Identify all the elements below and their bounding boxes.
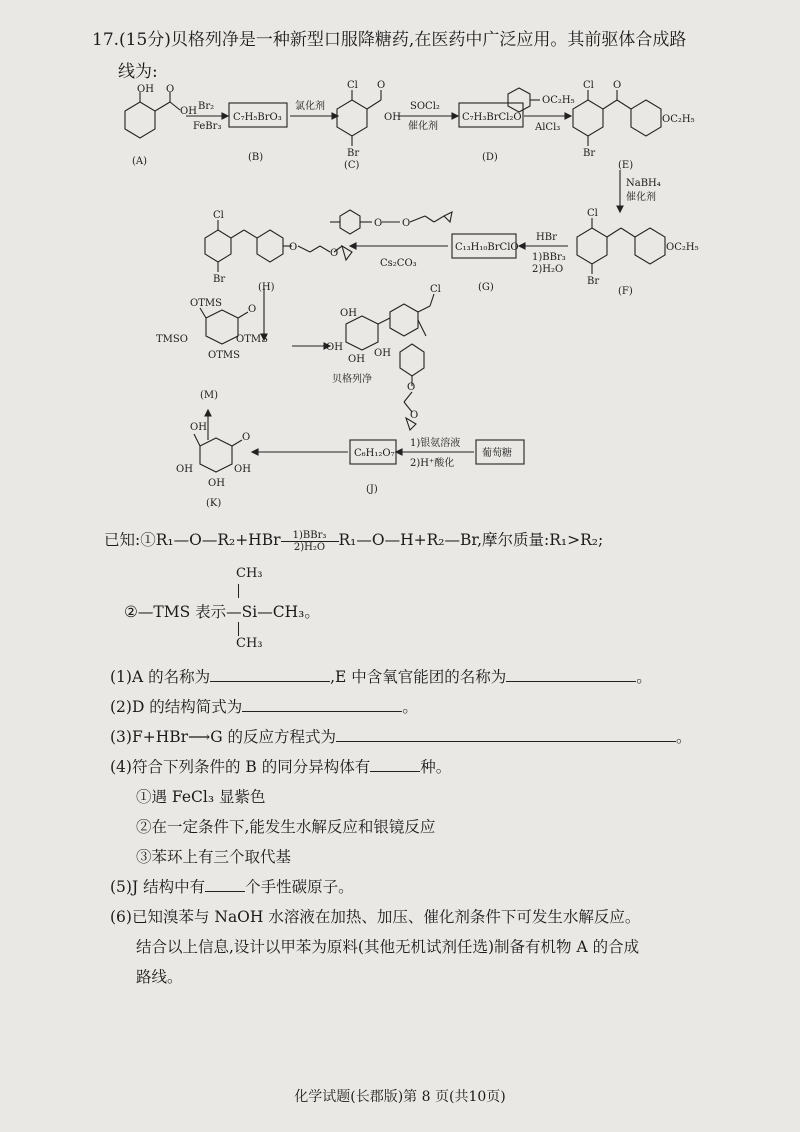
reagent-tosylate xyxy=(330,210,452,234)
label-k: (K) xyxy=(206,498,222,509)
question-4-text: (4)符合下列条件的 B 的同分异构体有 xyxy=(110,758,371,776)
question-3-text: 。 xyxy=(676,728,692,746)
arrowhead xyxy=(452,113,458,119)
atom-br: Br xyxy=(587,276,600,287)
question-3-text: (3)F+HBr⟶G 的反应方程式为 xyxy=(110,728,337,746)
question-2-text: (2)D 的结构简式为 xyxy=(110,698,243,716)
reagent-fg-top: HBr xyxy=(536,232,557,243)
condition-2: ②在一定条件下,能发生水解反应和银镜反应 xyxy=(136,818,436,836)
arrowhead xyxy=(565,113,571,119)
page-footer: 化学试题(长郡版)第 8 页(共10页) xyxy=(294,1089,506,1105)
reagent-de-bot: AlCl₃ xyxy=(535,122,561,133)
arrowhead xyxy=(350,243,356,249)
reagent-de-oc2h5: OC₂H₅ xyxy=(542,95,575,106)
tms-bond-top xyxy=(238,584,239,598)
atom-oh: OH xyxy=(176,464,193,475)
answer-blank[interactable] xyxy=(370,753,420,772)
answer-blank[interactable] xyxy=(506,663,636,682)
atom-cl: Cl xyxy=(583,80,594,91)
question-2-text: 。 xyxy=(402,698,418,716)
reagent-gj-2: 2)H⁺酸化 xyxy=(410,458,455,469)
atom-otms: OTMS xyxy=(236,334,268,345)
atom-cl: Cl xyxy=(213,210,224,221)
answer-blank[interactable] xyxy=(242,693,402,712)
reagent-cd-bot: 催化剂 xyxy=(408,121,438,132)
question-4 xyxy=(110,752,730,782)
reagent-phenetole xyxy=(508,88,530,112)
reagent-ab-bot: FeBr₃ xyxy=(193,121,222,132)
atom-oc2h5: OC₂H₅ xyxy=(662,114,695,125)
formula-g: C₁₃H₁₀BrClO xyxy=(455,242,519,253)
atom-br: Br xyxy=(213,274,226,285)
known-1-under: 2)H₂O xyxy=(293,541,326,553)
atom-cl: Cl xyxy=(347,80,358,91)
compound-c xyxy=(337,90,381,146)
atom-oh: OH xyxy=(190,422,207,433)
atom-o: O xyxy=(613,80,622,91)
known-1-post: R₁—O—H+R₂—Br,摩尔质量:R₁>R₂; xyxy=(338,531,604,549)
synthesis-scheme xyxy=(0,80,800,520)
answer-blank[interactable] xyxy=(205,873,245,892)
question-1-text: (1)A 的名称为 xyxy=(110,668,211,686)
arrowhead xyxy=(252,449,258,455)
reagent-fg-mid: 1)BBr₃ xyxy=(532,252,566,263)
question-header xyxy=(92,24,742,88)
atom-br: Br xyxy=(347,148,360,159)
tms-bond-left: — xyxy=(226,603,242,621)
atom-o: O xyxy=(410,410,419,421)
atom-cl: Cl xyxy=(430,284,441,295)
label-a: (A) xyxy=(132,156,148,167)
atom-oh: OH xyxy=(180,106,197,117)
label-e: (E) xyxy=(618,160,634,171)
atom-oh: OH xyxy=(384,112,401,123)
reagent-gh-bot: Cs₂CO₃ xyxy=(380,258,417,269)
atom-oh: OH xyxy=(374,348,391,359)
reagent-cd-top: SOCl₂ xyxy=(410,101,440,112)
reagent-fg-bot: 2)H₂O xyxy=(532,264,564,275)
question-5 xyxy=(110,872,730,902)
label-d: (D) xyxy=(482,152,498,163)
tms-bond-bottom xyxy=(238,622,239,636)
atom-o: O xyxy=(374,218,383,229)
answer-blank[interactable] xyxy=(210,663,330,682)
label-c: (C) xyxy=(344,160,360,171)
formula-j: C₆H₁₂O₇ xyxy=(354,448,395,459)
condition-1: ①遇 FeCl₃ 显紫色 xyxy=(136,788,266,806)
label-f: (F) xyxy=(618,286,633,297)
question-6-line3: 路线。 xyxy=(136,968,183,986)
formula-d: C₇H₃BrCl₂O xyxy=(462,112,522,123)
atom-o: O xyxy=(377,80,386,91)
known-1-over: 1)BBr₃ xyxy=(292,529,327,541)
glucose-box-label: 葡萄糖 xyxy=(482,448,512,459)
arrowhead xyxy=(205,410,211,416)
atom-oh: OH xyxy=(348,354,365,365)
atom-oc2h5: OC₂H₅ xyxy=(666,242,699,253)
tms-ch3-right: —CH₃。 xyxy=(257,603,320,621)
question-1-text: ,E 中含氧官能团的名称为 xyxy=(330,668,507,686)
tms-si: Si xyxy=(241,603,258,621)
tms-ch3-top: CH₃ xyxy=(236,566,263,581)
answer-blank[interactable] xyxy=(336,723,676,742)
label-b: (B) xyxy=(248,152,264,163)
known-1-arrow xyxy=(281,530,339,553)
arrowhead xyxy=(396,449,402,455)
reagent-bc: 氯化剂 xyxy=(295,101,325,112)
compound-f xyxy=(577,218,665,274)
question-1 xyxy=(110,662,730,692)
atom-otms: OTMS xyxy=(190,298,222,309)
atom-o: O xyxy=(242,432,251,443)
reagent-ef-2: 催化剂 xyxy=(626,192,656,203)
reagent-ef-1: NaBH₄ xyxy=(626,178,661,189)
atom-o: O xyxy=(248,304,257,315)
atom-br: Br xyxy=(583,148,596,159)
known-1-arrow-line xyxy=(281,541,339,542)
atom-cl: Cl xyxy=(587,208,598,219)
tms-ch3-bottom: CH₃ xyxy=(236,636,263,651)
atom-oh: OH xyxy=(137,84,154,95)
known-info-2 xyxy=(124,600,320,622)
atom-oh: OH xyxy=(234,464,251,475)
question-5-text: (5)J 结构中有 xyxy=(110,878,206,896)
atom-tmso: TMSO xyxy=(156,334,188,345)
arrowhead xyxy=(519,243,525,249)
question-6: (6)已知溴苯与 NaOH 水溶液在加热、加压、催化剂条件下可发生水解反应。 xyxy=(110,908,641,926)
known-1-pre: 已知:①R₁—O—R₂+HBr xyxy=(104,531,281,549)
reagent-gj-1: 1)银氨溶液 xyxy=(410,438,461,449)
product-name: 贝格列净 xyxy=(332,374,372,385)
atom-o: O xyxy=(289,242,298,253)
arrowhead xyxy=(617,206,623,212)
label-j: (J) xyxy=(366,484,378,495)
compound-a xyxy=(125,92,180,138)
atom-o: O xyxy=(402,218,411,229)
atom-o: O xyxy=(407,382,416,393)
arrowhead xyxy=(222,113,228,119)
label-h: (H) xyxy=(258,282,275,293)
atom-o: O xyxy=(330,248,339,259)
question-1-text: 。 xyxy=(636,668,652,686)
question-6-line2: 结合以上信息,设计以甲苯为原料(其他无机试剂任选)制备有机物 A 的合成 xyxy=(136,938,640,956)
label-g: (G) xyxy=(478,282,494,293)
atom-oh: OH xyxy=(326,342,343,353)
atom-oh: OH xyxy=(340,308,357,319)
label-m: (M) xyxy=(200,390,219,401)
questions xyxy=(110,662,730,992)
question-header-line2: 线为: xyxy=(118,62,158,82)
atom-oh: OH xyxy=(208,478,225,489)
compound-h xyxy=(205,220,352,272)
reagent-ab-top: Br₂ xyxy=(198,101,215,112)
compound-e xyxy=(573,90,661,146)
known-2-text: ②—TMS 表示 xyxy=(124,603,227,621)
atom-o: O xyxy=(166,84,175,95)
question-4-text: 种。 xyxy=(420,758,452,776)
question-2 xyxy=(110,692,730,722)
atom-otms: OTMS xyxy=(208,350,240,361)
question-3 xyxy=(110,722,730,752)
condition-3: ③苯环上有三个取代基 xyxy=(136,848,292,866)
formula-b: C₇H₅BrO₃ xyxy=(233,112,282,123)
known-info-1 xyxy=(104,528,603,553)
question-5-text: 个手性碳原子。 xyxy=(245,878,354,896)
question-header-line1: 17.(15分)贝格列净是一种新型口服降糖药,在医药中广泛应用。其前驱体合成路 xyxy=(92,30,687,50)
